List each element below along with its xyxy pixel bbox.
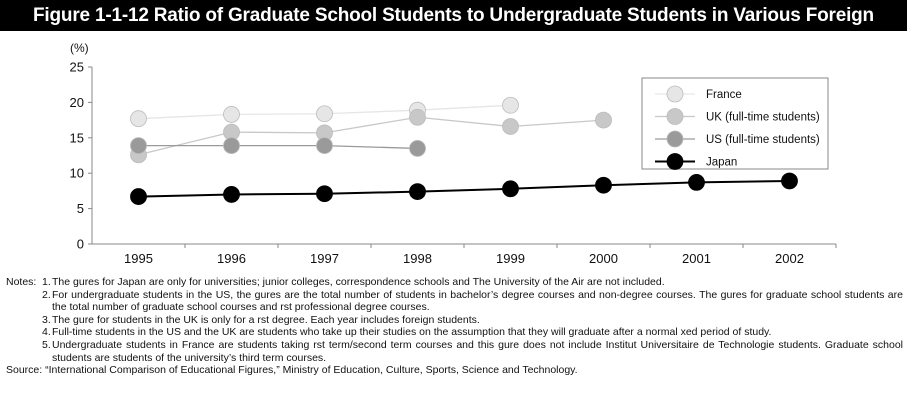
- x-tick-label: 2002: [775, 251, 804, 266]
- note-number: 4.: [42, 326, 51, 339]
- chart-legend: [642, 78, 828, 170]
- y-tick-label: 25: [69, 59, 84, 75]
- series-uk-full-time-students: [131, 109, 612, 163]
- notes-list: [6, 276, 903, 364]
- data-point: [410, 140, 426, 156]
- data-point: [317, 138, 333, 154]
- y-axis-unit-label: (%): [70, 41, 89, 55]
- y-tick-label: 5: [76, 201, 84, 217]
- data-point: [503, 118, 519, 134]
- legend-marker: [667, 86, 683, 102]
- chart-notes: [6, 276, 903, 377]
- x-tick-label: 1997: [310, 251, 339, 266]
- source-note: Source: “International Comparison of Educational Figures,” Ministry of Education, Culture, Sports, Science and Technology.: [6, 364, 578, 377]
- data-point: [224, 106, 240, 122]
- series-line: [139, 146, 418, 149]
- notes-label: [6, 314, 42, 327]
- data-point: [782, 173, 798, 189]
- data-point: [689, 174, 705, 190]
- note-item: [6, 276, 903, 289]
- legend-marker: [667, 109, 683, 125]
- data-point: [503, 97, 519, 113]
- note-item: [6, 289, 903, 314]
- line-chart: [0, 31, 907, 276]
- data-point: [317, 186, 333, 202]
- note-number: 1.: [42, 276, 51, 288]
- data-point: [131, 189, 147, 205]
- note-text: Full-time students in the US and the UK are students who take up their studies on the assumption that they will graduate after a normal xed period of study.: [52, 326, 772, 339]
- note-text: The gures for Japan are only for universities; junior colleges, correspondence schools and The University of the Air are not included.: [52, 276, 665, 288]
- note-text: The gure for students in the UK is only for a rst degree. Each year includes foreign students.: [52, 313, 480, 326]
- notes-label: Notes:: [6, 276, 37, 288]
- series-france: [131, 97, 519, 126]
- data-point: [317, 106, 333, 122]
- legend-label: US (full-time students): [706, 134, 820, 146]
- data-point: [596, 112, 612, 128]
- note-number: 5.: [42, 338, 51, 351]
- legend-label: France: [706, 89, 742, 101]
- legend-label: UK (full-time students): [706, 111, 820, 124]
- x-tick-label: 1999: [496, 251, 525, 266]
- note-item: [6, 314, 903, 327]
- data-point: [410, 109, 426, 125]
- note-item: [6, 339, 903, 364]
- legend-marker: [667, 131, 683, 147]
- data-point: [131, 138, 147, 154]
- data-point: [224, 138, 240, 154]
- x-tick-label: 1995: [124, 251, 153, 266]
- legend-label: Japan: [706, 156, 738, 169]
- y-tick-label: 15: [69, 130, 84, 146]
- legend-marker: [667, 154, 683, 170]
- series-japan: [131, 173, 798, 205]
- note-text: For undergraduate students in the US, the gures are the total number of students in bachelor’s degree courses and non-degree courses. The gures for graduate school students are the total number of graduate school courses and rst professional degree courses.: [52, 288, 903, 314]
- y-tick-label: 0: [76, 236, 84, 252]
- y-tick-label: 10: [69, 165, 84, 181]
- note-number: 3.: [42, 313, 51, 326]
- note-item: [6, 326, 903, 339]
- notes-label: [6, 289, 42, 314]
- data-point: [596, 177, 612, 193]
- x-tick-label: 2001: [682, 251, 711, 266]
- series-us-full-time-students: [131, 138, 426, 157]
- x-tick-label: 1996: [217, 251, 246, 266]
- note-text: Undergraduate students in France are students taking rst term/second term courses and this gure does not include Institut Universitaire de Technologie students. Graduate school students are students of the university’s third term courses.: [52, 338, 903, 364]
- y-tick-label: 20: [69, 94, 84, 110]
- data-point: [410, 184, 426, 200]
- x-tick-label: 1998: [403, 251, 432, 266]
- data-point: [503, 181, 519, 197]
- note-number: 2.: [42, 288, 51, 301]
- figure-title: Figure 1-1-12 Ratio of Graduate School Students to Undergraduate Students in Various Foreign Countries: [0, 0, 907, 31]
- series-line: [139, 117, 604, 155]
- x-tick-label: 2000: [589, 251, 618, 266]
- data-point: [224, 186, 240, 202]
- data-point: [131, 111, 147, 127]
- notes-label: [6, 326, 42, 339]
- notes-label: [6, 339, 42, 364]
